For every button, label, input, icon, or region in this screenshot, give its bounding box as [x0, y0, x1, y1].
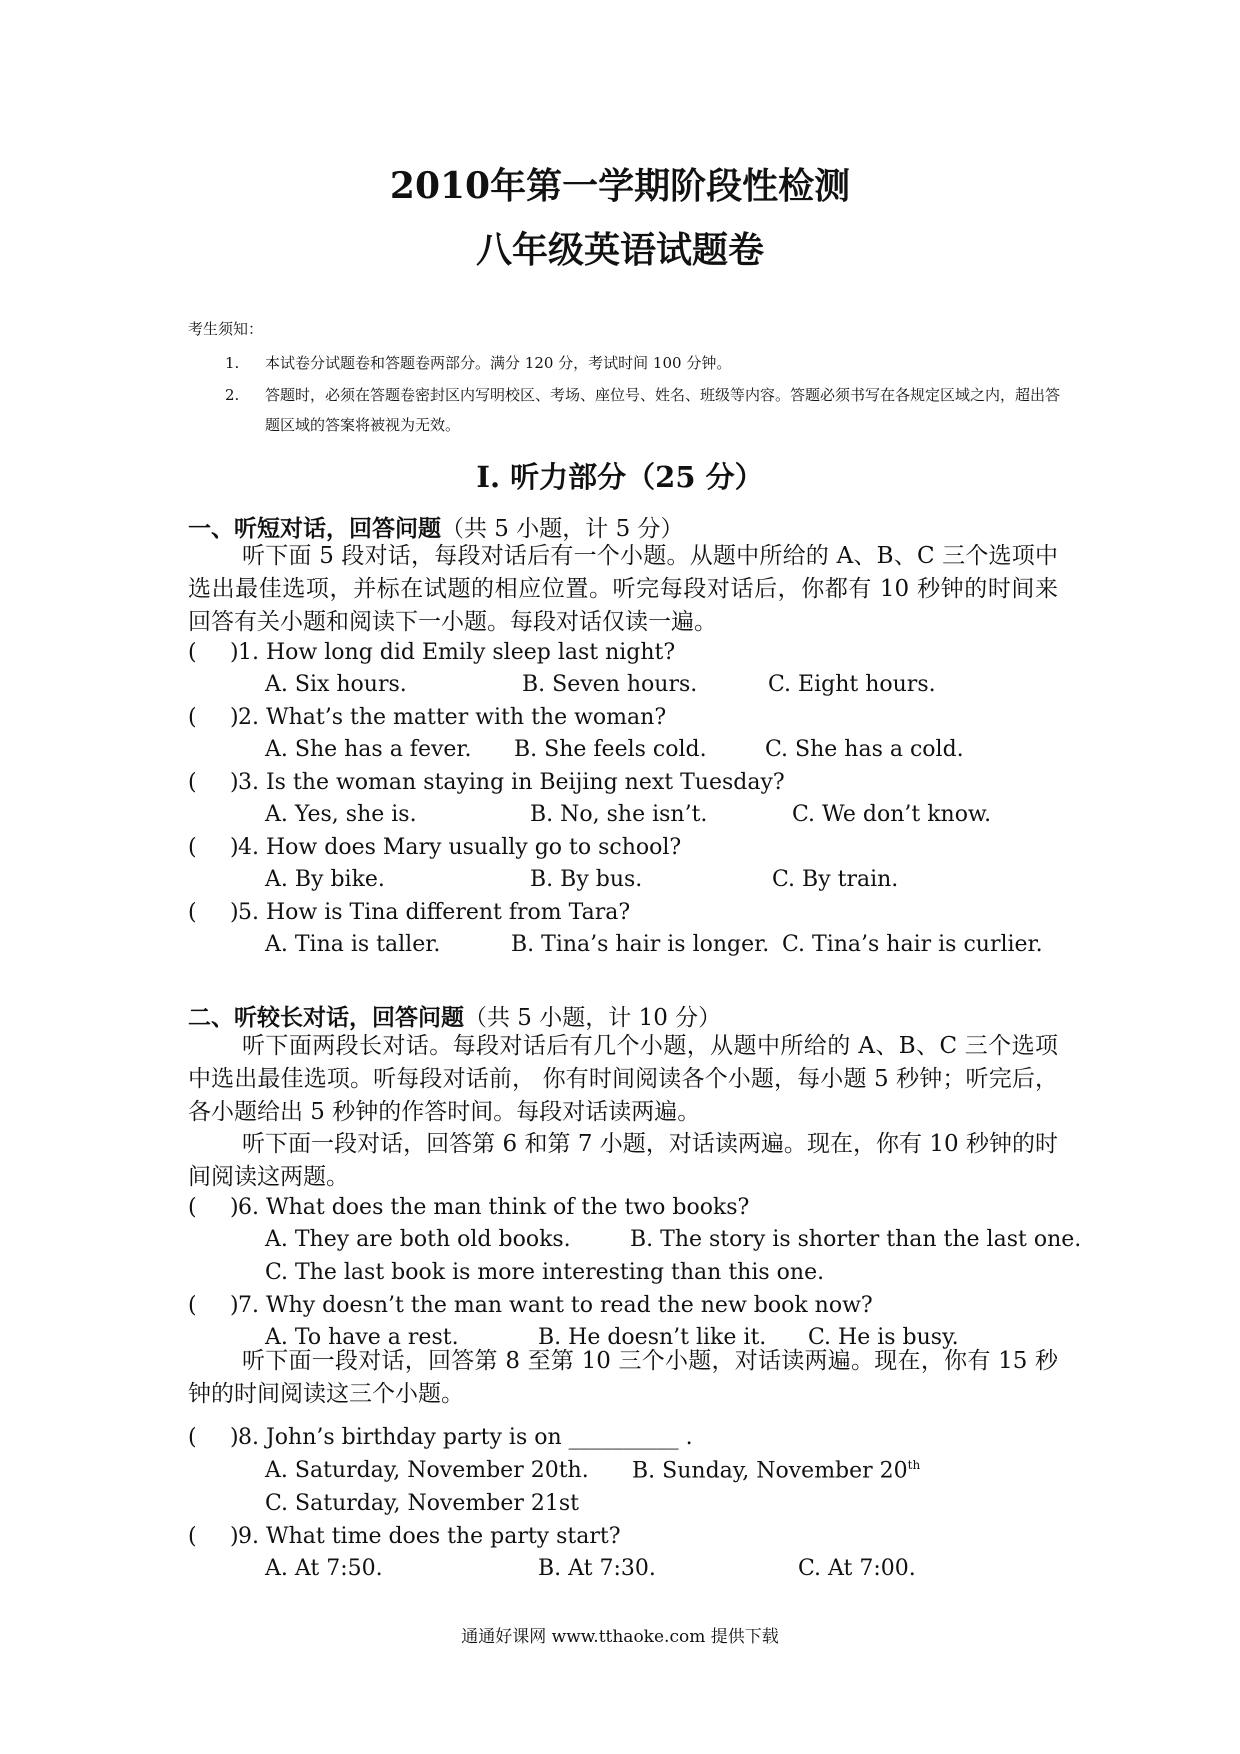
part-title: [188, 510, 684, 543]
question-text: 2. What’s the matter with the woman?: [238, 705, 667, 730]
option-b-superscript: th: [907, 1458, 921, 1472]
question-text: 8. John’s birthday party is on __________ .: [238, 1425, 693, 1450]
option-b: B. Seven hours.: [522, 672, 698, 697]
option-c: C. Saturday, November 21st: [265, 1491, 579, 1516]
question-text: 3. Is the woman staying in Beijing next Tuesday?: [238, 770, 785, 795]
question-text: 4. How does Mary usually go to school?: [238, 835, 682, 860]
part-title: [188, 999, 721, 1032]
notice-item-number: 2.: [225, 386, 240, 404]
part-instruction: 听下面一段对话，回答第 6 和第 7 小题，对话读两遍。现在，你有 10 秒钟的时间阅读这两题。: [188, 1131, 1058, 1190]
option-a: A. She has a fever.: [265, 737, 472, 762]
part-title-score: （共 5 小题，计 10 分）: [464, 1005, 722, 1031]
option-b: B. The story is shorter than the last one.: [630, 1227, 1082, 1252]
part-title-bold: 一、听短对话，回答问题: [188, 515, 441, 542]
option-a: A. At 7:50.: [265, 1556, 383, 1581]
part-instruction: 听下面 5 段对话，每段对话后有一个小题。从题中所给的 A、B、C 三个选项中选出最佳选项，并标在试题的相应位置。听完每段对话后，你都有 10 秒钟的时间来回答有关小题和阅读下一小题。每段对话仅读一遍。: [188, 543, 1058, 635]
notice-item-number: 1.: [225, 354, 240, 372]
option-a: A. Six hours.: [265, 672, 407, 697]
option-c: C. The last book is more interesting than this one.: [265, 1260, 825, 1285]
option-c: C. By train.: [772, 867, 899, 892]
section-title: I. 听力部分（25 分）: [476, 460, 764, 494]
question-text: 7. Why doesn’t the man want to read the new book now?: [238, 1293, 873, 1318]
notice-item: [225, 348, 1065, 378]
option-c: C. He is busy.: [808, 1325, 959, 1350]
question-text: 5. How is Tina different from Tara?: [238, 900, 631, 925]
option-b-text: B. Sunday, November 20: [632, 1458, 908, 1484]
option-a: A. Yes, she is.: [265, 802, 417, 827]
part-instruction: 听下面一段对话，回答第 8 至第 10 三个小题，对话读两遍。现在，你有 15 秒钟的时间阅读这三个小题。: [188, 1348, 1058, 1407]
notice-item-text: 答题时，必须在答题卷密封区内写明校区、考场、座位号、姓名、班级等内容。答题必须书写在各规定区域之内，超出答题区域的答案将被视为无效。: [265, 386, 1061, 434]
option-b: B. No, she isn’t.: [530, 802, 708, 827]
part-title-score: （共 5 小题，计 5 分）: [441, 516, 684, 542]
option-c: C. At 7:00.: [798, 1556, 916, 1581]
option-a: A. They are both old books.: [265, 1227, 571, 1252]
exam-title: 2010年第一学期阶段性检测: [389, 165, 851, 207]
exam-page: 2010年第一学期阶段性检测 八年级英语试题卷 考生须知： 1. 本试卷分试题卷和答题卷两部分。满分 120 分，考试时间 100 分钟。 2. 答题时，必须在答题卷密封区内写明校区、考场、座位号、姓名、班级等内容。答题必须书写在各规定区域之内，超出答题区域的答案将被视为无效。 I. 听力部分（25 分） 一、听短对话，回答问题（共 5 小题，计 5 分） 听下面 5 段对话，每段对话后有一个小题。从题中所给的 A、B、C 三个选项中选出最佳选项，并标在试题的相应位置。听完每段对话后，你都有 10 秒钟的时间来回答有关小题和阅读下一小题。每段对话仅读一遍。 ( ) 1. How long did Emily sleep last night? A. Six hours. B. Seven hours. C. Eight hours. ( ) 2. What’s the matter with the woman? A. She has a fever. B. She feels cold. C. She has a cold. ( ) 3. Is the woman staying in Beijing next Tuesday? A. Yes, she is. B. No, she isn’t. C. We don’t know. ( ) 4. How does Mary usually go to school? A. By bike. B. By bus. C. By train. ( ) 5. How is Tina different from Tara? A. Tina is taller. B. Tina’s hair is longer. C. Tina’s hair is curlier. 二、听较长对话，回答问题（共 5 小题，计 10 分） 听下面两段长对话。每段对话后有几个小题，从题中所给的 A、B、C 三个选项中选出最佳选项。听每段对话前， 你有时间阅读各个小题，每小题 5 秒钟；听完后，各小题给出 5 秒钟的作答时间。每段对话读两遍。 听下面一段对话，回答第 6 和第 7 小题，对话读两遍。现在，你有 10 秒钟的时间阅读这两题。 ( ) 6. What does the man think of the two books? A. They are both old books. B. The story is shorter than the last one. C. The last book is more interesting than this one. ( ) 7. Why doesn’t the man want to read the new book now? A. To have a rest. B. He doesn’t like it. C. He is busy. 听下面一段对话，回答第 8 至第 10 三个小题，对话读两遍。现在，你有 15 秒钟的时间阅读这三个小题。 ( ) 8. John’s birthday party is on __________ . A. Saturday, November 20th. B. Sunday, November 20th C. Saturday, November 21st ( ) 9. What time does the party start? A. At 7:50. B. At 7:30. C. At 7:00. 通通好课网 www.tthaoke.com 提供下载: [0, 0, 1240, 1754]
part-instruction: 听下面两段长对话。每段对话后有几个小题，从题中所给的 A、B、C 三个选项中选出最佳选项。听每段对话前， 你有时间阅读各个小题，每小题 5 秒钟；听完后，各小题给出 5 秒钟的作答时间。每段对话读两遍。: [188, 1033, 1058, 1125]
option-a: A. Saturday, November 20th.: [265, 1458, 589, 1483]
question-text: 1. How long did Emily sleep last night?: [238, 640, 676, 665]
notice-heading: 考生须知：: [188, 320, 264, 338]
exam-subtitle: 八年级英语试题卷: [475, 229, 764, 271]
option-c: C. Tina’s hair is curlier.: [782, 932, 1043, 957]
question-text: 9. What time does the party start?: [238, 1524, 621, 1549]
option-b: B. She feels cold.: [514, 737, 707, 762]
option-a: A. By bike.: [265, 867, 385, 892]
part-title-bold: 二、听较长对话，回答问题: [188, 1004, 464, 1031]
footer-text: 通通好课网 www.tthaoke.com 提供下载: [461, 1627, 779, 1647]
option-c: C. She has a cold.: [765, 737, 964, 762]
option-a: A. To have a rest.: [265, 1325, 459, 1350]
option-b: B. Tina’s hair is longer.: [511, 932, 770, 957]
option-b: [632, 1458, 920, 1483]
option-b: B. He doesn’t like it.: [538, 1325, 767, 1350]
option-a: A. Tina is taller.: [265, 932, 441, 957]
option-b: B. By bus.: [530, 867, 643, 892]
question-text: 6. What does the man think of the two books?: [238, 1195, 750, 1220]
option-c: C. Eight hours.: [768, 672, 936, 697]
option-b: B. At 7:30.: [538, 1556, 656, 1581]
notice-item: [225, 380, 1065, 440]
option-c: C. We don’t know.: [792, 802, 992, 827]
notice-item-text: 本试卷分试题卷和答题卷两部分。满分 120 分，考试时间 100 分钟。: [265, 354, 732, 372]
